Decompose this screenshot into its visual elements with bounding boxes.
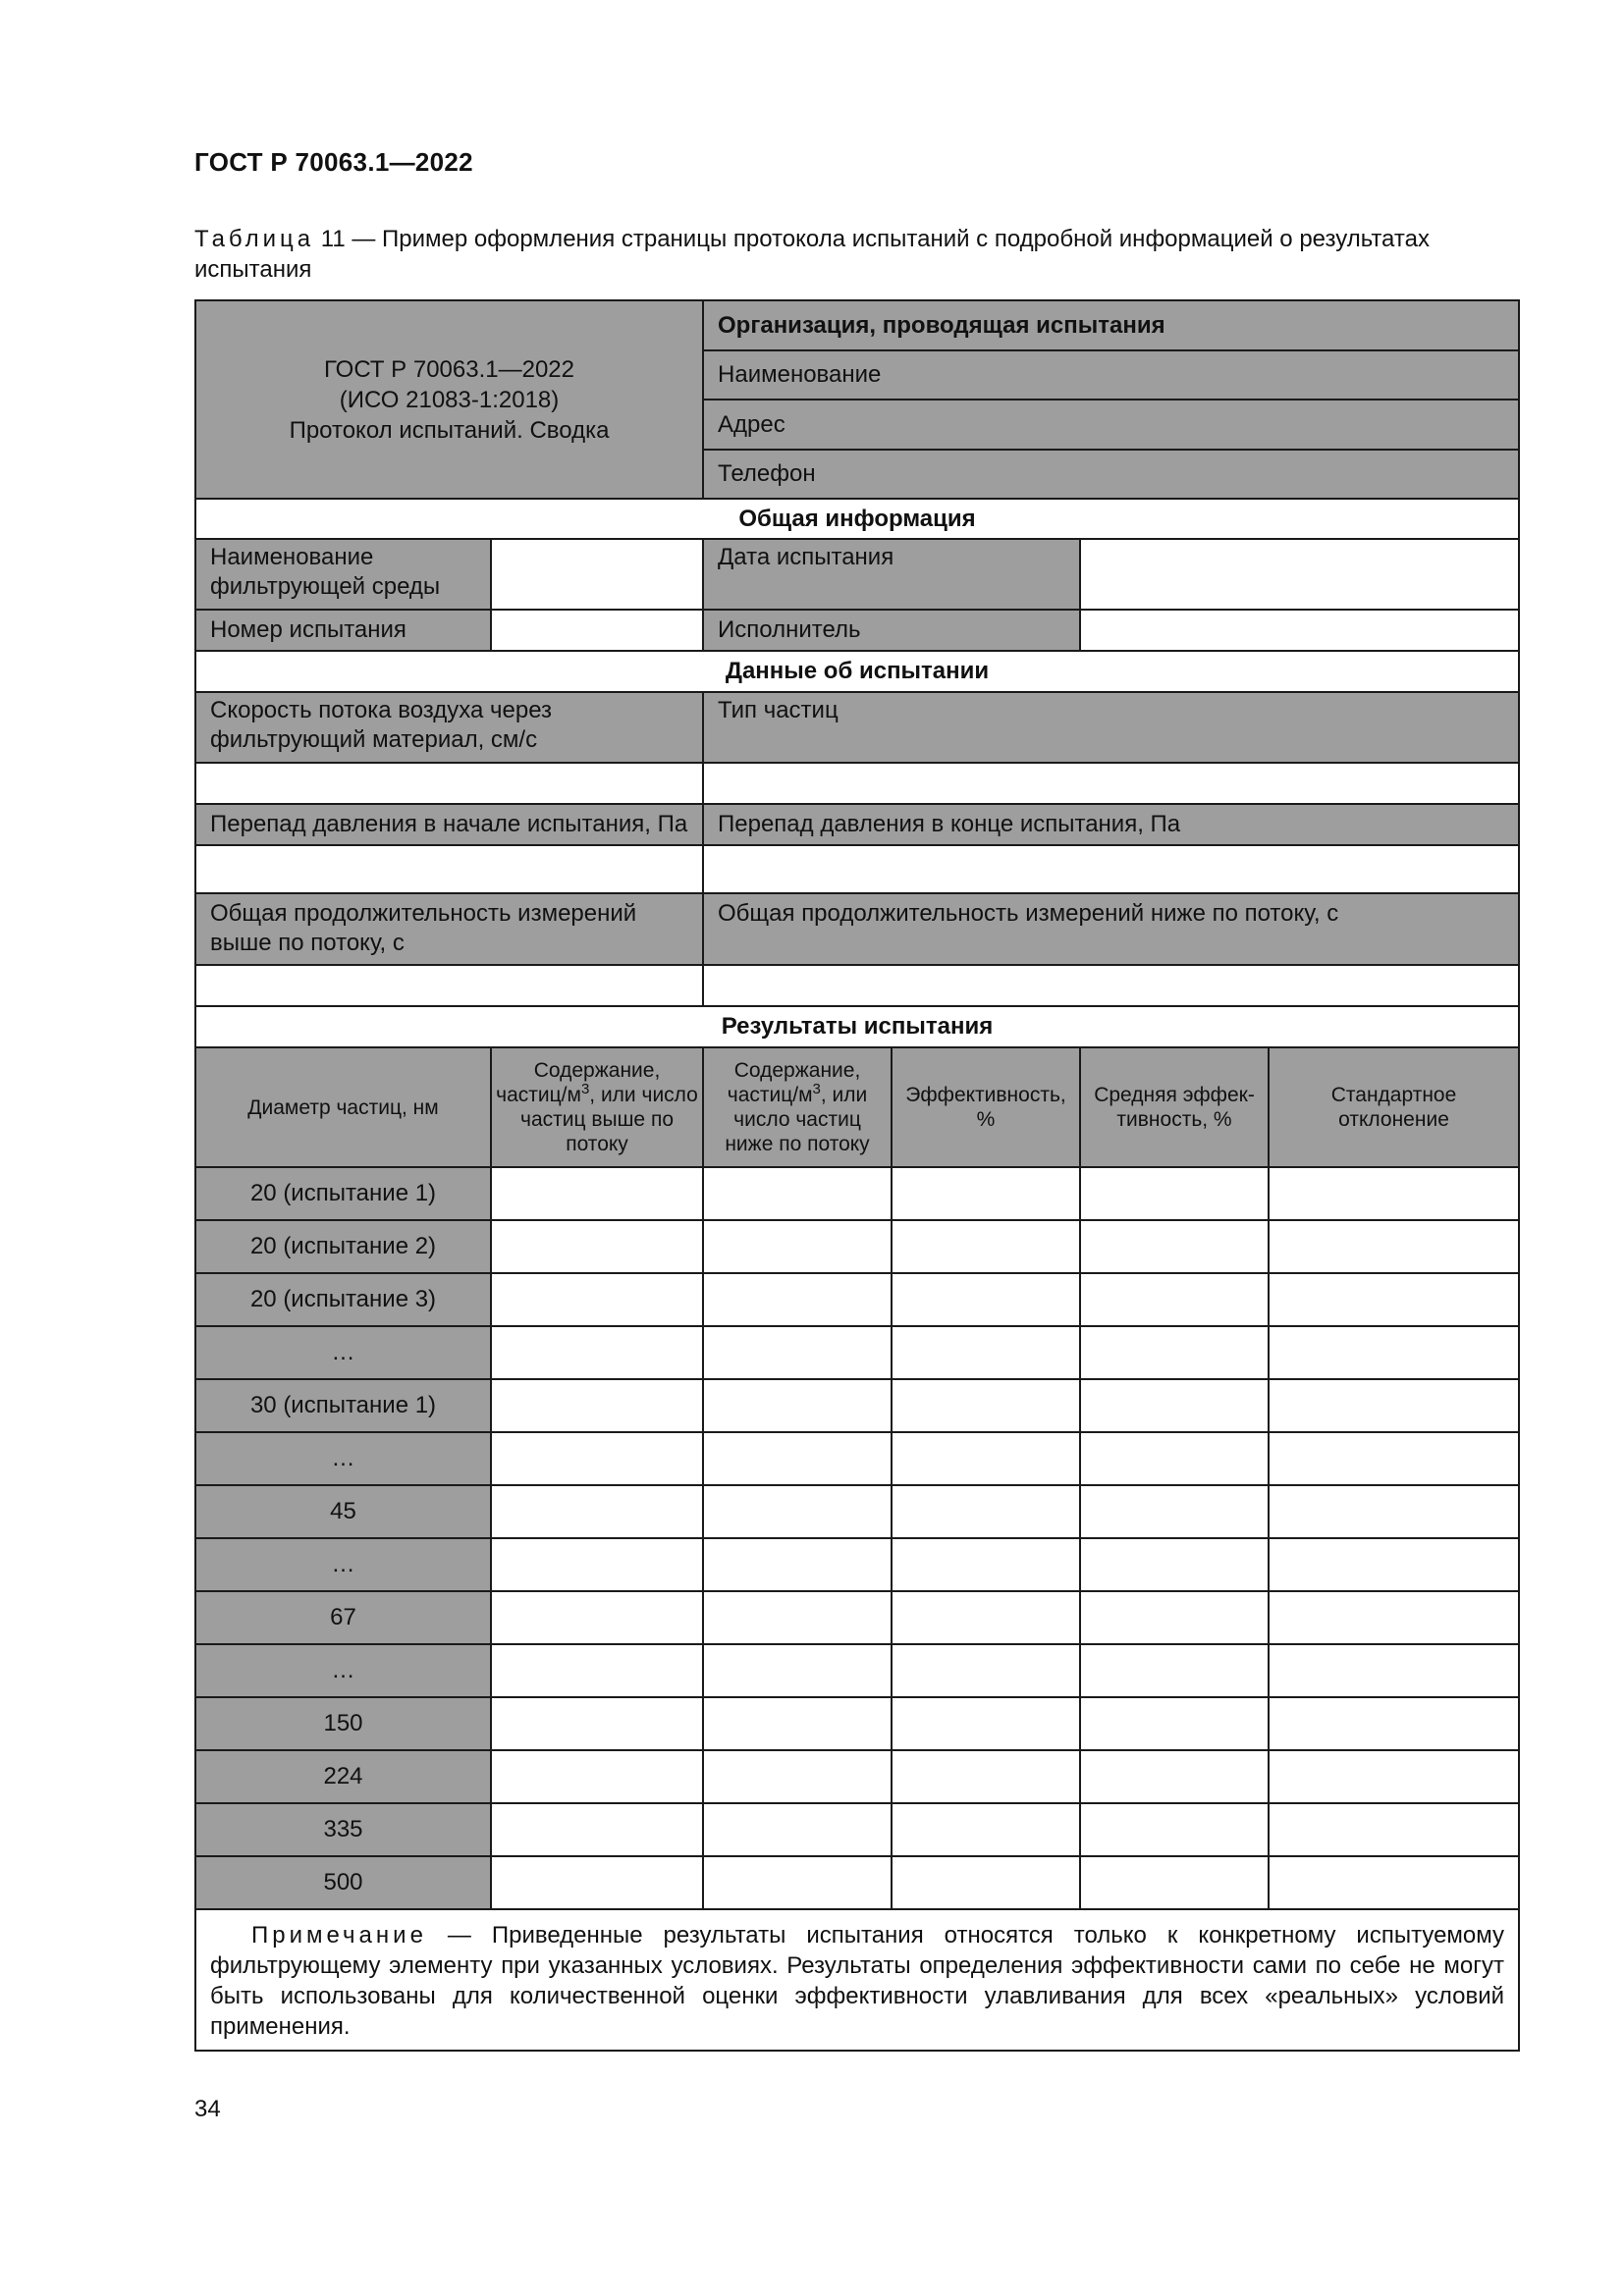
col-header-efficiency: Эффективность, %: [892, 1047, 1080, 1167]
downstream-value-cell[interactable]: [703, 1644, 892, 1697]
col-header-avg-efficiency: Средняя эффек-тивность, %: [1080, 1047, 1269, 1167]
org-name-label: Наименование: [703, 350, 1519, 400]
particle-diameter-cell: 335: [195, 1803, 491, 1856]
efficiency-value-cell[interactable]: [892, 1220, 1080, 1273]
efficiency-value-cell[interactable]: [892, 1379, 1080, 1432]
note-label: Примечание: [251, 1922, 427, 1949]
protocol-header-title: [195, 300, 703, 499]
avg-efficiency-value-cell[interactable]: [1080, 1273, 1269, 1326]
avg-efficiency-value-cell[interactable]: [1080, 1750, 1269, 1803]
particle-diameter-cell: 150: [195, 1697, 491, 1750]
table-row: [195, 1326, 1519, 1379]
efficiency-value-cell[interactable]: [892, 1273, 1080, 1326]
table-row: [195, 1591, 1519, 1644]
particle-diameter-cell: …: [195, 1432, 491, 1485]
particle-type-value[interactable]: [703, 763, 1519, 804]
efficiency-value-cell[interactable]: [892, 1432, 1080, 1485]
duration-down-label: Общая продолжительность измерений ниже по потоку, с: [703, 893, 1519, 965]
upstream-value-cell[interactable]: [491, 1538, 703, 1591]
page-number: 34: [194, 2096, 221, 2122]
efficiency-value-cell[interactable]: [892, 1485, 1080, 1538]
particle-diameter-cell: 224: [195, 1750, 491, 1803]
table-note: [195, 1909, 1519, 2051]
avg-efficiency-value-cell[interactable]: [1080, 1379, 1269, 1432]
particle-diameter-cell: 20 (испытание 2): [195, 1220, 491, 1273]
std-dev-value-cell[interactable]: [1269, 1856, 1519, 1909]
particle-diameter-cell: 45: [195, 1485, 491, 1538]
particle-diameter-cell: 67: [195, 1591, 491, 1644]
efficiency-value-cell[interactable]: [892, 1326, 1080, 1379]
test-number-label: Номер испытания: [195, 610, 491, 651]
std-dev-value-cell[interactable]: [1269, 1326, 1519, 1379]
particle-diameter-cell: 20 (испытание 3): [195, 1273, 491, 1326]
org-title: Организация, проводящая испытания: [703, 300, 1519, 350]
avg-efficiency-value-cell[interactable]: [1080, 1485, 1269, 1538]
upstream-value-cell[interactable]: [491, 1326, 703, 1379]
avg-efficiency-value-cell[interactable]: [1080, 1220, 1269, 1273]
table-row: [195, 1379, 1519, 1432]
table-row: [195, 1697, 1519, 1750]
table-row: [195, 1538, 1519, 1591]
test-date-label: Дата испытания: [703, 539, 1080, 610]
std-dev-value-cell[interactable]: [1269, 1379, 1519, 1432]
table-row: [195, 1750, 1519, 1803]
std-dev-value-cell[interactable]: [1269, 1485, 1519, 1538]
efficiency-value-cell[interactable]: [892, 1697, 1080, 1750]
upstream-value-cell[interactable]: [491, 1591, 703, 1644]
results-body: [195, 1167, 1519, 1909]
section-test-data: Данные об испытании: [195, 651, 1519, 692]
std-dev-value-cell[interactable]: [1269, 1220, 1519, 1273]
airflow-label: Скорость потока воздуха через фильтрующий материал, см/с: [195, 692, 703, 763]
efficiency-value-cell[interactable]: [892, 1538, 1080, 1591]
efficiency-value-cell[interactable]: [892, 1591, 1080, 1644]
airflow-value[interactable]: [195, 763, 703, 804]
operator-label: Исполнитель: [703, 610, 1080, 651]
media-name-value[interactable]: [491, 539, 703, 610]
std-dev-value-cell[interactable]: [1269, 1644, 1519, 1697]
table-row: [195, 1167, 1519, 1220]
avg-efficiency-value-cell[interactable]: [1080, 1697, 1269, 1750]
downstream-value-cell[interactable]: [703, 1379, 892, 1432]
std-dev-value-cell[interactable]: [1269, 1432, 1519, 1485]
caption-label: Таблица: [194, 226, 315, 252]
std-dev-value-cell[interactable]: [1269, 1167, 1519, 1220]
duration-up-label: Общая продолжительность измерений выше по потоку, с: [195, 893, 703, 965]
upstream-value-cell[interactable]: [491, 1273, 703, 1326]
header-iso-code: (ИСО 21083-1:2018): [339, 386, 560, 413]
upstream-value-cell[interactable]: [491, 1697, 703, 1750]
upstream-value-cell[interactable]: [491, 1379, 703, 1432]
col-header-upstream: Содержание, частиц/$м^3$, или число частиц выше по потоку: [491, 1047, 703, 1167]
downstream-value-cell[interactable]: [703, 1697, 892, 1750]
upstream-value-cell[interactable]: [491, 1485, 703, 1538]
avg-efficiency-value-cell[interactable]: [1080, 1167, 1269, 1220]
header-protocol-title: Протокол испытаний. Сводка: [289, 416, 610, 444]
particle-diameter-cell: …: [195, 1538, 491, 1591]
dp-end-value[interactable]: [703, 845, 1519, 893]
avg-efficiency-value-cell[interactable]: [1080, 1644, 1269, 1697]
std-dev-value-cell[interactable]: [1269, 1591, 1519, 1644]
upstream-value-cell[interactable]: [491, 1644, 703, 1697]
avg-efficiency-value-cell[interactable]: [1080, 1538, 1269, 1591]
particle-diameter-cell: …: [195, 1644, 491, 1697]
operator-value[interactable]: [1080, 610, 1519, 651]
downstream-value-cell[interactable]: [703, 1485, 892, 1538]
particle-diameter-cell: …: [195, 1326, 491, 1379]
avg-efficiency-value-cell[interactable]: [1080, 1856, 1269, 1909]
avg-efficiency-value-cell[interactable]: [1080, 1432, 1269, 1485]
downstream-value-cell[interactable]: [703, 1432, 892, 1485]
dp-start-label: Перепад давления в начале испытания, Па: [195, 804, 703, 845]
duration-up-value[interactable]: [195, 965, 703, 1006]
col-header-std-dev: Стандартное отклонение: [1269, 1047, 1519, 1167]
upstream-value-cell[interactable]: [491, 1167, 703, 1220]
std-dev-value-cell[interactable]: [1269, 1803, 1519, 1856]
avg-efficiency-value-cell[interactable]: [1080, 1591, 1269, 1644]
org-address-label: Адрес: [703, 400, 1519, 450]
std-dev-value-cell[interactable]: [1269, 1538, 1519, 1591]
downstream-value-cell[interactable]: [703, 1167, 892, 1220]
downstream-value-cell[interactable]: [703, 1591, 892, 1644]
downstream-value-cell[interactable]: [703, 1220, 892, 1273]
efficiency-value-cell[interactable]: [892, 1750, 1080, 1803]
table-row: [195, 1485, 1519, 1538]
duration-down-value[interactable]: [703, 965, 1519, 1006]
document-code: ГОСТ Р 70063.1—2022: [194, 147, 473, 177]
col-header-diameter: Диаметр частиц, нм: [195, 1047, 491, 1167]
avg-efficiency-value-cell[interactable]: [1080, 1326, 1269, 1379]
table-row: [195, 1644, 1519, 1697]
downstream-value-cell[interactable]: [703, 1803, 892, 1856]
table-caption: [194, 224, 1518, 285]
downstream-value-cell[interactable]: [703, 1538, 892, 1591]
table-row: [195, 1220, 1519, 1273]
efficiency-value-cell[interactable]: [892, 1167, 1080, 1220]
upstream-value-cell[interactable]: [491, 1220, 703, 1273]
media-name-label: Наименование фильтрующей среды: [195, 539, 491, 610]
org-phone-label: Телефон: [703, 450, 1519, 499]
downstream-value-cell[interactable]: [703, 1273, 892, 1326]
particle-diameter-cell: 30 (испытание 1): [195, 1379, 491, 1432]
efficiency-value-cell[interactable]: [892, 1856, 1080, 1909]
col-header-downstream: Содержание, частиц/$м^3$, или число частиц ниже по потоку: [703, 1047, 892, 1167]
test-date-value[interactable]: [1080, 539, 1519, 610]
test-number-value[interactable]: [491, 610, 703, 651]
upstream-value-cell[interactable]: [491, 1856, 703, 1909]
note-text: — Приведенные результаты испытания относятся только к конкретному испытуемому фильтрующему элементу при указанных условиях. Результаты определения эффективности сами по себе не могут быть использованы для количественной оценки эффективности улавливания для всех «реальных» условий применения.: [210, 1922, 1505, 2040]
upstream-value-cell[interactable]: [491, 1432, 703, 1485]
downstream-value-cell[interactable]: [703, 1326, 892, 1379]
header-standard-code: ГОСТ Р 70063.1—2022: [324, 355, 574, 383]
downstream-value-cell[interactable]: [703, 1750, 892, 1803]
downstream-value-cell[interactable]: [703, 1856, 892, 1909]
efficiency-value-cell[interactable]: [892, 1644, 1080, 1697]
caption-text: 11 — Пример оформления страницы протокола испытаний с подробной информацией о результатах испытания: [194, 226, 1430, 283]
upstream-value-cell[interactable]: [491, 1750, 703, 1803]
table-row: [195, 1856, 1519, 1909]
avg-efficiency-value-cell[interactable]: [1080, 1803, 1269, 1856]
particle-diameter-cell: 20 (испытание 1): [195, 1167, 491, 1220]
particle-type-label: Тип частиц: [703, 692, 1519, 763]
upstream-value-cell[interactable]: [491, 1803, 703, 1856]
std-dev-value-cell[interactable]: [1269, 1273, 1519, 1326]
std-dev-value-cell[interactable]: [1269, 1697, 1519, 1750]
dp-end-label: Перепад давления в конце испытания, Па: [703, 804, 1519, 845]
table-row: [195, 1803, 1519, 1856]
efficiency-value-cell[interactable]: [892, 1803, 1080, 1856]
std-dev-value-cell[interactable]: [1269, 1750, 1519, 1803]
section-general-info: Общая информация: [195, 499, 1519, 539]
dp-start-value[interactable]: [195, 845, 703, 893]
protocol-table: [194, 299, 1520, 2052]
section-results: Результаты испытания: [195, 1006, 1519, 1047]
table-row: [195, 1432, 1519, 1485]
particle-diameter-cell: 500: [195, 1856, 491, 1909]
table-row: [195, 1273, 1519, 1326]
